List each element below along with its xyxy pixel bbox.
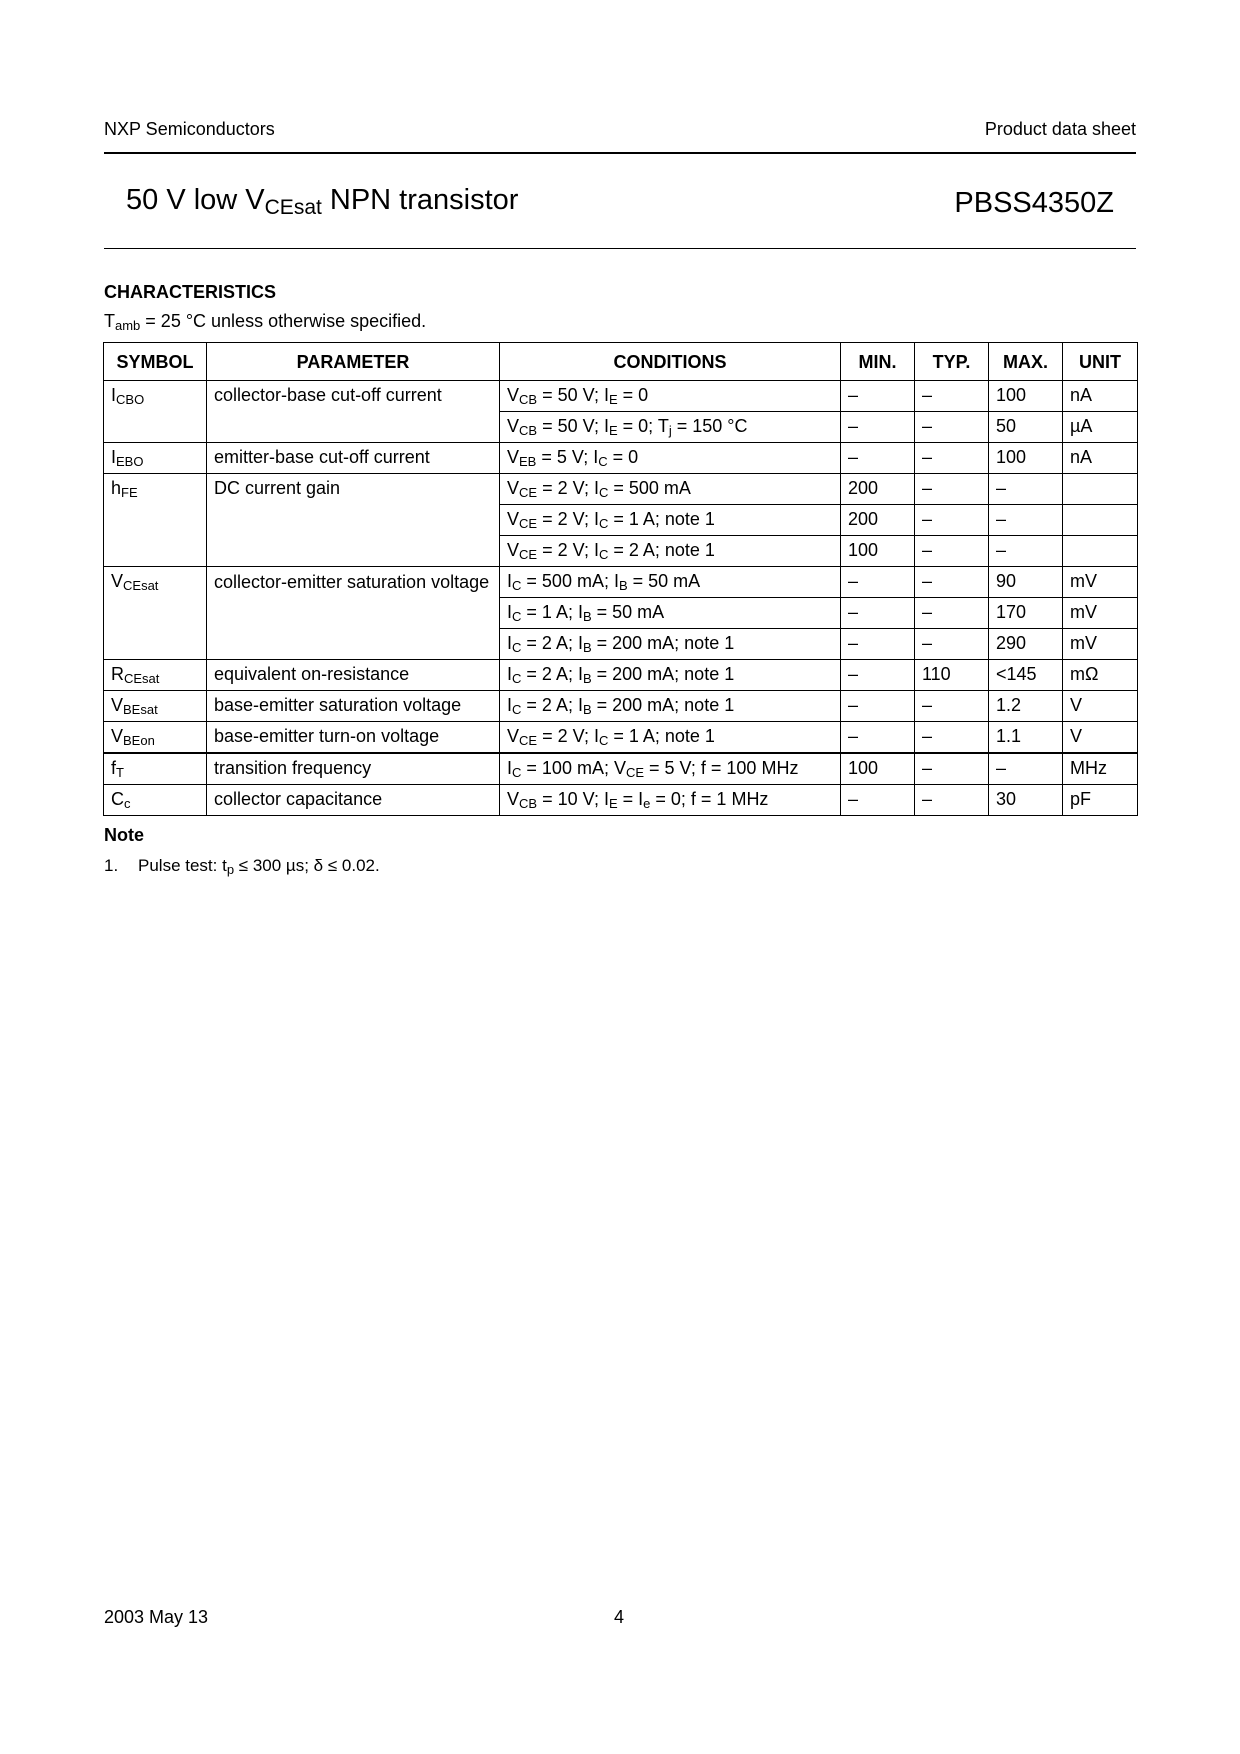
title-suffix: NPN transistor: [321, 184, 519, 216]
parameter-cell: base-emitter turn-on voltage: [207, 722, 500, 754]
conditions-cell: $V_{CB} = 10$ V; $I_E = I_e = 0$; f = 1 MHz: [500, 785, 841, 816]
col-symbol: SYMBOL: [104, 343, 207, 381]
max-cell: –: [989, 753, 1063, 785]
parameter-cell: collector-emitter saturation voltage: [207, 567, 500, 660]
min-cell: 200: [841, 505, 915, 536]
note-text: Pulse test: $t_p \le 300$ µs; δ ≤ 0.02.: [138, 856, 380, 877]
max-cell: –: [989, 474, 1063, 505]
unit-cell: pF: [1063, 785, 1138, 816]
max-cell: 1.1: [989, 722, 1063, 754]
conditions-cell: $I_C = 500$ mA; $I_B = 50$ mA: [500, 567, 841, 598]
min-cell: –: [841, 567, 915, 598]
max-cell: <145: [989, 660, 1063, 691]
symbol-cell: $C_c$: [104, 785, 207, 816]
max-cell: –: [989, 536, 1063, 567]
characteristics-table: [103, 342, 1138, 816]
conditions-cell: $V_{CB} = 50$ V; $I_E = 0$: [500, 381, 841, 412]
typ-cell: –: [915, 785, 989, 816]
max-cell: 90: [989, 567, 1063, 598]
max-cell: 100: [989, 443, 1063, 474]
conditions-cell: $I_C = 2$ A; $I_B = 200$ mA; note 1: [500, 660, 841, 691]
min-cell: –: [841, 629, 915, 660]
table-row: [104, 660, 1138, 691]
unit-cell: µA: [1063, 412, 1138, 443]
typ-cell: –: [915, 753, 989, 785]
header-rule: [104, 152, 1136, 154]
typ-cell: –: [915, 691, 989, 722]
unit-cell: V: [1063, 722, 1138, 754]
typ-cell: –: [915, 412, 989, 443]
unit-cell: [1063, 505, 1138, 536]
col-conditions: CONDITIONS: [500, 343, 841, 381]
symbol-cell: $f_T$: [104, 753, 207, 785]
typ-cell: –: [915, 629, 989, 660]
parameter-cell: emitter-base cut-off current: [207, 443, 500, 474]
max-cell: 100: [989, 381, 1063, 412]
conditions-cell: $V_{CE} = 2$ V; $I_C = 2$ A; note 1: [500, 536, 841, 567]
unit-cell: MHz: [1063, 753, 1138, 785]
conditions-cell: $I_C = 2$ A; $I_B = 200$ mA; note 1: [500, 691, 841, 722]
parameter-cell: transition frequency: [207, 753, 500, 785]
table-row: [104, 785, 1138, 816]
page-title: [126, 184, 518, 217]
typ-cell: –: [915, 567, 989, 598]
table-row: [104, 381, 1138, 412]
footer-date: 2003 May 13: [104, 1607, 209, 1627]
min-cell: –: [841, 598, 915, 629]
note-number: 1.: [104, 856, 119, 875]
footer-page-number: 4: [614, 1607, 625, 1627]
symbol-cell: $R_{CEsat}$: [104, 660, 207, 691]
unit-cell: mV: [1063, 598, 1138, 629]
parameter-cell: base-emitter saturation voltage: [207, 691, 500, 722]
min-cell: –: [841, 785, 915, 816]
symbol-cell: $I_{EBO}$: [104, 443, 207, 474]
cond-rest: = 25 °C unless otherwise specified.: [140, 311, 427, 331]
symbol-cell: $I_{CBO}$: [104, 381, 207, 443]
parameter-cell: equivalent on-resistance: [207, 660, 500, 691]
typ-cell: –: [915, 722, 989, 754]
title-prefix: 50 V low V: [126, 184, 265, 216]
unit-cell: [1063, 474, 1138, 505]
min-cell: 200: [841, 474, 915, 505]
table-row: [104, 753, 1138, 785]
max-cell: 170: [989, 598, 1063, 629]
max-cell: 50: [989, 412, 1063, 443]
table-row: [104, 722, 1138, 754]
unit-cell: mV: [1063, 629, 1138, 660]
table-row: [104, 443, 1138, 474]
unit-cell: mV: [1063, 567, 1138, 598]
min-cell: –: [841, 660, 915, 691]
min-cell: –: [841, 443, 915, 474]
max-cell: 1.2: [989, 691, 1063, 722]
cond-t: T: [104, 311, 115, 331]
conditions-cell: $V_{CB} = 50$ V; $I_E = 0$; $T_j = 150$ °C: [500, 412, 841, 443]
col-min: MIN.: [841, 343, 915, 381]
min-cell: –: [841, 381, 915, 412]
unit-cell: [1063, 536, 1138, 567]
parameter-cell: collector capacitance: [207, 785, 500, 816]
symbol-cell: $V_{BEon}$: [104, 722, 207, 754]
typ-cell: –: [915, 381, 989, 412]
header-doc-type: Product data sheet: [984, 119, 1136, 139]
min-cell: –: [841, 691, 915, 722]
header-company: NXP Semiconductors: [104, 119, 275, 139]
table-row: [104, 474, 1138, 505]
conditions-cell: $V_{CE} = 2$ V; $I_C = 1$ A; note 1: [500, 722, 841, 754]
symbol-cell: $V_{BEsat}$: [104, 691, 207, 722]
min-cell: –: [841, 722, 915, 754]
section-heading: CHARACTERISTICS: [104, 282, 277, 302]
col-parameter: PARAMETER: [207, 343, 500, 381]
cond-sub: amb: [115, 318, 141, 333]
section-condition: [104, 311, 426, 332]
col-typ: TYP.: [915, 343, 989, 381]
title-rule: [104, 248, 1136, 249]
min-cell: 100: [841, 536, 915, 567]
max-cell: –: [989, 505, 1063, 536]
symbol-cell: $V_{CEsat}$: [104, 567, 207, 660]
typ-cell: –: [915, 474, 989, 505]
conditions-cell: $V_{EB} = 5$ V; $I_C = 0$: [500, 443, 841, 474]
parameter-cell: collector-base cut-off current: [207, 381, 500, 443]
conditions-cell: $I_C = 2$ A; $I_B = 200$ mA; note 1: [500, 629, 841, 660]
unit-cell: mΩ: [1063, 660, 1138, 691]
parameter-cell: DC current gain: [207, 474, 500, 567]
symbol-cell: $h_{FE}$: [104, 474, 207, 567]
typ-cell: –: [915, 598, 989, 629]
note-heading: Note: [104, 825, 144, 845]
unit-cell: V: [1063, 691, 1138, 722]
table-row: [104, 691, 1138, 722]
col-max: MAX.: [989, 343, 1063, 381]
unit-cell: nA: [1063, 381, 1138, 412]
typ-cell: –: [915, 536, 989, 567]
conditions-cell: $V_{CE} = 2$ V; $I_C = 1$ A; note 1: [500, 505, 841, 536]
typ-cell: –: [915, 505, 989, 536]
conditions-cell: $I_C = 100$ mA; $V_{CE} = 5$ V; f = 100 MHz: [500, 753, 841, 785]
min-cell: 100: [841, 753, 915, 785]
conditions-cell: $I_C = 1$ A; $I_B = 50$ mA: [500, 598, 841, 629]
unit-cell: nA: [1063, 443, 1138, 474]
table-header-row: [104, 343, 1138, 381]
table-row: [104, 567, 1138, 598]
typ-cell: 110: [915, 660, 989, 691]
max-cell: 290: [989, 629, 1063, 660]
col-unit: UNIT: [1063, 343, 1138, 381]
min-cell: –: [841, 412, 915, 443]
typ-cell: –: [915, 443, 989, 474]
note-item: [104, 856, 380, 876]
part-number: PBSS4350Z: [954, 187, 1114, 219]
title-subscript: CEsat: [264, 196, 322, 219]
max-cell: 30: [989, 785, 1063, 816]
conditions-cell: $V_{CE} = 2$ V; $I_C = 500$ mA: [500, 474, 841, 505]
